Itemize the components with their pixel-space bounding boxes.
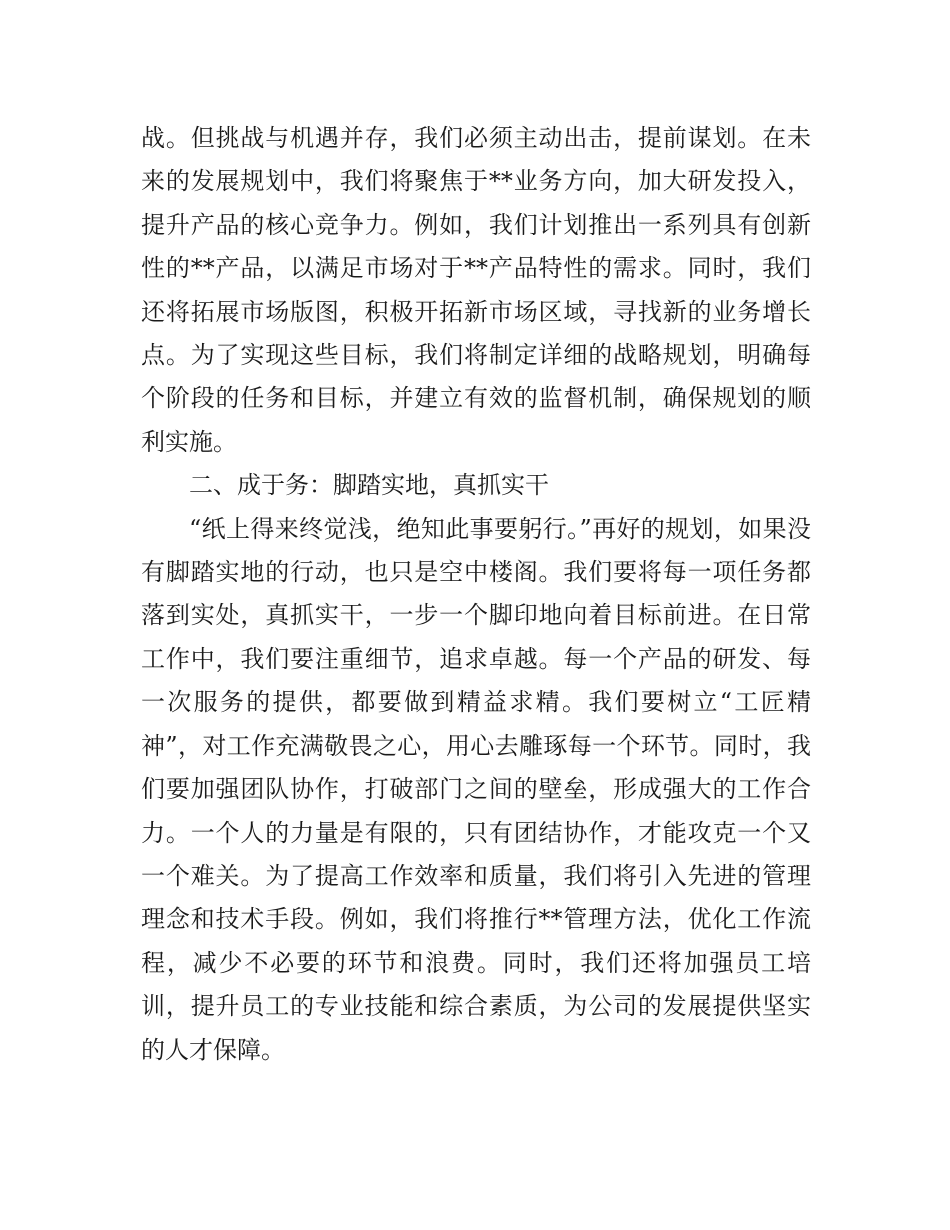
document-body: [141, 117, 811, 1072]
body-paragraph: “纸上得来终觉浅，绝知此事要躬行。”再好的规划，如果没有脚踏实地的行动，也只是空中楼阁。我们要将每一项任务都落到实处，真抓实干，一步一个脚印地向着目标前进。在日常工作中，我们要注重细节，追求卓越。每一个产品的研发、每一次服务的提供，都要做到精益求精。我们要树立“工匠精神”，对工作充满敬畏之心，用心去雕琢每一个环节。同时，我们要加强团队协作，打破部门之间的壁垒，形成强大的工作合力。一个人的力量是有限的，只有团结协作，才能攻克一个又一个难关。为了提高工作效率和质量，我们将引入先进的管理理念和技术手段。例如，我们将推行**管理方法，优化工作流程，减少不必要的环节和浪费。同时，我们还将加强员工培训，提升员工的专业技能和综合素质，为公司的发展提供坚实的人才保障。: [141, 514, 811, 1064]
body-paragraph-continued: 战。但挑战与机遇并存，我们必须主动出击，提前谋划。在未来的发展规划中，我们将聚焦于**业务方向，加大研发投入，提升产品的核心竞争力。例如，我们计划推出一系列具有创新性的**产品，以满足市场对于**产品特性的需求。同时，我们还将拓展市场版图，积极开拓新市场区域，寻找新的业务增长点。为了实现这些目标，我们将制定详细的战略规划，明确每个阶段的任务和目标，并建立有效的监督机制，确保规划的顺利实施。: [141, 124, 811, 456]
section-heading: 二、成于务：脚踏实地，真抓实干: [189, 471, 549, 500]
